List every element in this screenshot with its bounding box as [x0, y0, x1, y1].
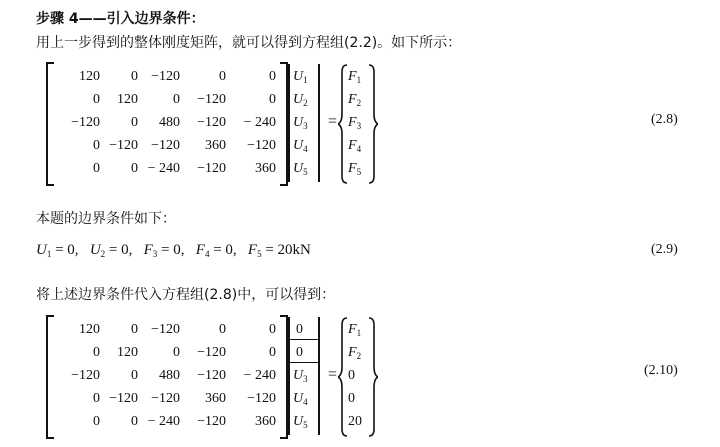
matrix-cell: 120 [117, 345, 138, 360]
matrix-cell: −120 [197, 92, 226, 107]
matrix-cell: −120 [247, 391, 276, 406]
equation-number: (2.8) [651, 112, 678, 127]
matrix-cell: − 240 [243, 368, 276, 383]
matrix-row [36, 322, 296, 344]
matrix-cell: −120 [71, 115, 100, 130]
matrix-row [36, 115, 296, 137]
matrix-cell: −120 [197, 345, 226, 360]
matrix-cell: −120 [151, 322, 180, 337]
vector-entry: $U_5$ [293, 161, 308, 177]
matrix-row [36, 161, 296, 183]
vector-entry: $F_1$ [348, 69, 362, 85]
matrix-cell: −120 [151, 391, 180, 406]
matrix-cell: 0 [93, 138, 100, 153]
matrix-cell: 0 [219, 69, 226, 84]
vector-entry: $U_4$ [293, 138, 308, 154]
matrix-cell: −120 [109, 138, 138, 153]
matrix-cell: − 240 [147, 161, 180, 176]
vector-entry: $U_1$ [293, 69, 308, 85]
vector-entry: $U_2$ [293, 92, 308, 108]
vector-entry: $F_1$ [348, 322, 362, 338]
matrix-cell: 360 [205, 391, 226, 406]
matrix-cell: −120 [247, 138, 276, 153]
matrix-cell: 0 [131, 115, 138, 130]
unknown-vector [288, 315, 322, 440]
matrix-cell: 360 [255, 414, 276, 429]
equation-number: (2.10) [644, 363, 678, 378]
boundary-term: $U_1 = 0$, [36, 242, 79, 259]
vector-entry: $U_4$ [293, 391, 308, 407]
matrix-row [36, 345, 296, 367]
equation-2-10 [36, 315, 696, 445]
vector-entry: 0 [348, 368, 355, 383]
vector-entry: $F_2$ [348, 345, 362, 361]
matrix-cell: −120 [197, 368, 226, 383]
boundary-term: $F_3 = 0$, [143, 242, 185, 259]
matrix-cell: − 240 [147, 414, 180, 429]
equals-sign: = [328, 366, 338, 383]
matrix-cell: 0 [269, 345, 276, 360]
vector-entry: 0 [296, 345, 303, 360]
step-heading: 步骤 4——引入边界条件： [36, 11, 205, 27]
intro-paragraph: 用上一步得到的整体刚度矩阵，就可以得到方程组(2.2)。如下所示： [36, 35, 462, 51]
matrix-row [36, 368, 296, 390]
matrix-cell: 0 [93, 391, 100, 406]
matrix-cell: 120 [79, 322, 100, 337]
matrix-cell: −120 [151, 69, 180, 84]
matrix-cell: −120 [71, 368, 100, 383]
matrix-cell: 0 [93, 345, 100, 360]
matrix-cell: 0 [269, 322, 276, 337]
matrix-row [36, 69, 296, 91]
matrix-cell: 0 [93, 161, 100, 176]
matrix-cell: 0 [173, 92, 180, 107]
matrix-cell: 0 [269, 92, 276, 107]
matrix-cell: 120 [117, 92, 138, 107]
matrix-cell: −120 [197, 414, 226, 429]
matrix-cell: 0 [219, 322, 226, 337]
stiffness-matrix [36, 315, 296, 440]
vector-entry: 0 [348, 391, 355, 406]
vector-entry: $F_3$ [348, 115, 362, 131]
matrix-cell: 480 [159, 368, 180, 383]
matrix-cell: 360 [255, 161, 276, 176]
matrix-cell: −120 [109, 391, 138, 406]
equation-2-8 [36, 62, 696, 192]
matrix-cell: 360 [205, 138, 226, 153]
equals-sign: = [328, 113, 338, 130]
boundary-term: $F_4 = 0$, [195, 242, 237, 259]
vector-entry: $F_2$ [348, 92, 362, 108]
matrix-cell: 0 [173, 345, 180, 360]
substitute-paragraph: 将上述边界条件代入方程组(2.8)中，可以得到： [36, 287, 336, 303]
boundary-term: $U_2 = 0$, [89, 242, 133, 259]
matrix-row [36, 414, 296, 436]
force-vector [338, 62, 378, 187]
vector-entry: $F_4$ [348, 138, 362, 154]
matrix-cell: 0 [131, 69, 138, 84]
vector-entry: $U_5$ [293, 414, 308, 430]
vector-entry: $U_3$ [293, 115, 308, 131]
matrix-cell: 120 [79, 69, 100, 84]
vector-entry: $F_5$ [348, 161, 362, 177]
matrix-row [36, 391, 296, 413]
vector-entry: $U_3$ [293, 368, 308, 384]
vector-entry: 0 [296, 322, 303, 337]
matrix-cell: 0 [93, 92, 100, 107]
matrix-cell: −120 [197, 115, 226, 130]
matrix-cell: 0 [131, 368, 138, 383]
matrix-cell: 0 [131, 161, 138, 176]
matrix-cell: −120 [197, 161, 226, 176]
matrix-row [36, 138, 296, 160]
matrix-row [36, 92, 296, 114]
unknown-vector [288, 62, 322, 187]
force-vector [338, 315, 378, 440]
vector-entry: 20 [348, 414, 362, 429]
matrix-cell: 480 [159, 115, 180, 130]
matrix-cell: − 240 [243, 115, 276, 130]
matrix-cell: 0 [131, 414, 138, 429]
matrix-cell: 0 [131, 322, 138, 337]
boundary-conditions [36, 242, 311, 259]
matrix-cell: 0 [93, 414, 100, 429]
boundary-heading: 本题的边界条件如下： [36, 211, 176, 227]
matrix-cell: −120 [151, 138, 180, 153]
matrix-cell: 0 [269, 69, 276, 84]
equation-number: (2.9) [651, 242, 678, 257]
boundary-term: $F_5 = 20kN$ [247, 242, 311, 259]
stiffness-matrix [36, 62, 296, 187]
